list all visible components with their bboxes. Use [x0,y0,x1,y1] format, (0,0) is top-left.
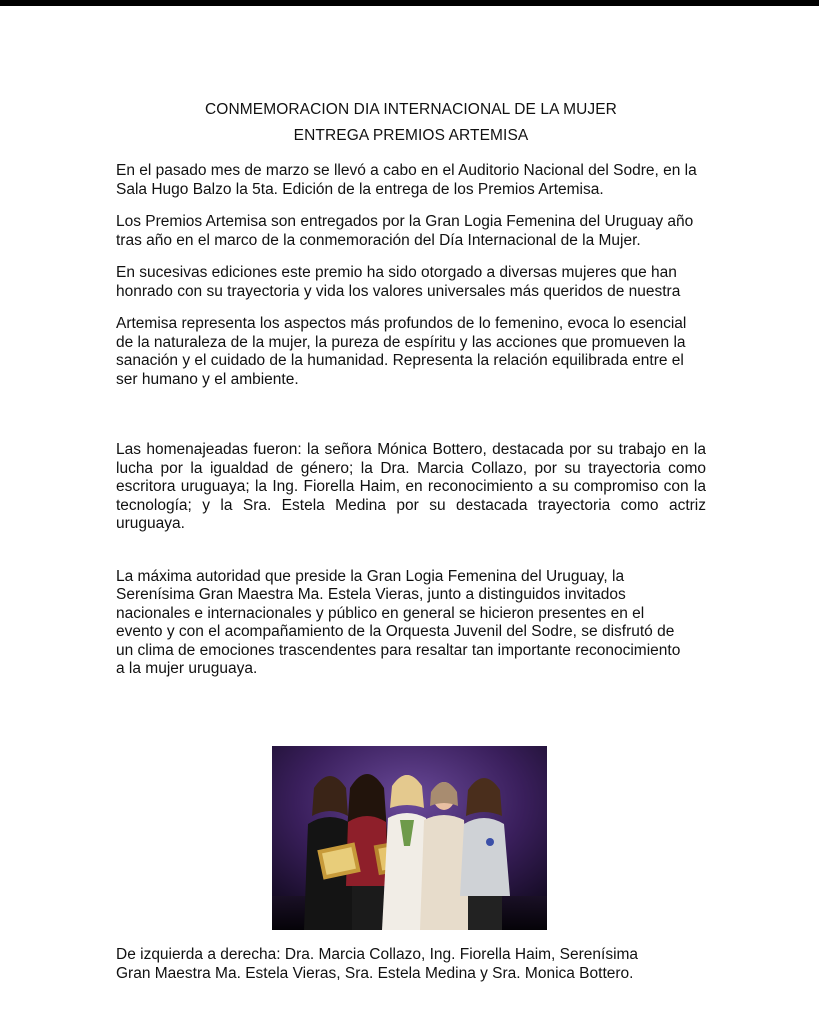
paragraph-3: En sucesivas ediciones este premio ha sido otorgado a diversas mujeres que han honrado con su trayectoria y vida los valores universales más queridos de nuestra [116,264,681,300]
paragraph-2: Los Premios Artemisa son entregados por la Gran Logia Femenina del Uruguay año tras año en el marco de la conmemoración del Día Internacional de la Mujer. [116,213,694,249]
document-title: CONMEMORACION DIA INTERNACIONAL DE LA MUJER [205,101,617,118]
document-page [116,100,706,679]
paragraph-1: En el pasado mes de marzo se llevó a cabo en el Auditorio Nacional del Sodre, en la Sala Hugo Balzo la 5ta. Edición de la entrega de los Premios Artemisa. [116,162,697,198]
photo-caption: De izquierda a derecha: Dra. Marcia Collazo, Ing. Fiorella Haim, Serenísima Gran Maestra Ma. Estela Vieras, Sra. Estela Medina y Sra. Monica Bottero. [116,946,639,982]
award-ceremony-photo [272,746,547,930]
paragraph-6: La máxima autoridad que preside la Gran Logia Femenina del Uruguay, la Serenísima Gran Maestra Ma. Estela Vieras, junto a distinguidos invitados nacionales e internacionales y público en general se hicieron presentes en el evento y con el acompañamiento de la Orquesta Juvenil del Sodre, se disfrutó de un clima de emociones trascendentes para resaltar tan importante reconocimiento a la mujer uruguaya. [116,567,681,677]
document-subtitle: ENTREGA PREMIOS ARTEMISA [293,127,529,144]
paragraph-5: Las homenajeadas fueron: la señora Mónica Bottero, destacada por su trabajo en la lucha por la igualdad de género; la Dra. Marcia Collazo, por su trayectoria como escritora uruguaya; la Ing. Fiorella Haim, en reconocimiento a su compromiso con la tecnología; y la Sra. Estela Medina por su destacada trayectoria como actriz uruguaya. [116,441,706,532]
paragraph-4: Artemisa representa los aspectos más profundos de lo femenino, evoca lo esencial de la naturaleza de la mujer, la pureza de espíritu y las acciones que promueven la sanación y el cuidado de la humanidad. Representa la relación equilibrada entre el ser humano y el ambiente. [116,315,687,388]
top-border-bar [0,0,819,6]
